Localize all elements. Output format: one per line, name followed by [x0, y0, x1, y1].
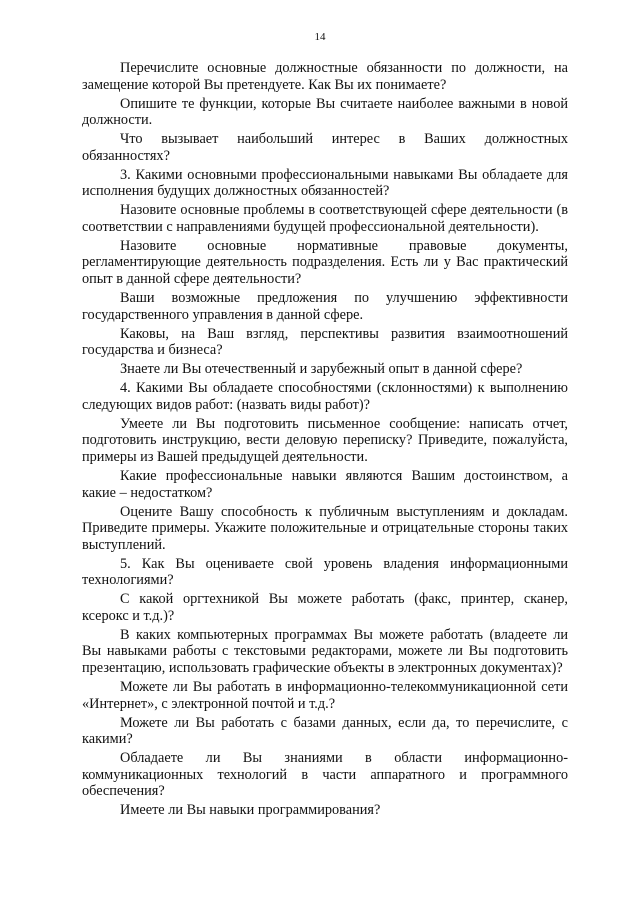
document-body: [82, 60, 568, 821]
paragraph: С какой оргтехникой Вы можете работать (факс, принтер, сканер, ксерокс и т.д.)?: [82, 591, 568, 624]
paragraph: Перечислите основные должностные обязанности по должности, на замещение которой Вы претендуете. Как Вы их понимаете?: [82, 60, 568, 93]
paragraph: 3. Какими основными профессиональными навыками Вы обладаете для исполнения будущих должностных обязанностей?: [82, 166, 568, 200]
paragraph: Назовите основные нормативные правовые документы, регламентирующие деятельность подразделения. Есть ли у Вас практический опыт в данной сфере деятельности?: [82, 237, 568, 288]
paragraph: Что вызывает наибольший интерес в Ваших должностных обязанностях?: [82, 131, 568, 164]
paragraph: Назовите основные проблемы в соответствующей сфере деятельности (в соответствии с направлениями будущей профессиональной деятельности).: [82, 202, 568, 235]
paragraph: Можете ли Вы работать в информационно-телекоммуникационной сети «Интернет», с электронной почтой и т.д.?: [82, 679, 568, 712]
paragraph: Ваши возможные предложения по улучшению эффективности государственного управления в данной сфере.: [82, 290, 568, 323]
paragraph: Обладаете ли Вы знаниями в области информационно-коммуникационных технологий в части аппаратного и программного обеспечения?: [82, 750, 568, 800]
paragraph: Знаете ли Вы отечественный и зарубежный опыт в данной сфере?: [120, 361, 523, 378]
paragraph: Можете ли Вы работать с базами данных, если да, то перечислите, с какими?: [82, 714, 568, 748]
paragraph: Оцените Вашу способность к публичным выступлениям и докладам. Приведите примеры. Укажите положительные и отрицательные стороны таких выступлений.: [82, 503, 568, 553]
paragraph: Опишите те функции, которые Вы считаете наиболее важными в новой должности.: [82, 95, 568, 129]
page-number: 14: [314, 31, 326, 43]
paragraph: 4. Какими Вы обладаете способностями (склонностями) к выполнению следующих видов работ: (назвать виды работ)?: [82, 380, 568, 413]
paragraph: Умеете ли Вы подготовить письменное сообщение: написать отчет, подготовить инструкцию, вести деловую переписку? Приведите, пожалуйста, примеры из Вашей предыдущей деятельности.: [82, 415, 568, 465]
paragraph: В каких компьютерных программах Вы можете работать (владеете ли Вы навыками работы с текстовыми редакторами, можете ли Вы подготовить презентацию, использовать графические объекты в электронных документах)?: [82, 626, 568, 677]
paragraph: Какие профессиональные навыки являются Вашим достоинством, а какие – недостатком?: [82, 467, 568, 501]
paragraph: Каковы, на Ваш взгляд, перспективы развития взаимоотношений государства и бизнеса?: [82, 325, 568, 359]
paragraph: Имеете ли Вы навыки программирования?: [120, 802, 381, 819]
paragraph: 5. Как Вы оцениваете свой уровень владения информационными технологиями?: [82, 555, 568, 589]
